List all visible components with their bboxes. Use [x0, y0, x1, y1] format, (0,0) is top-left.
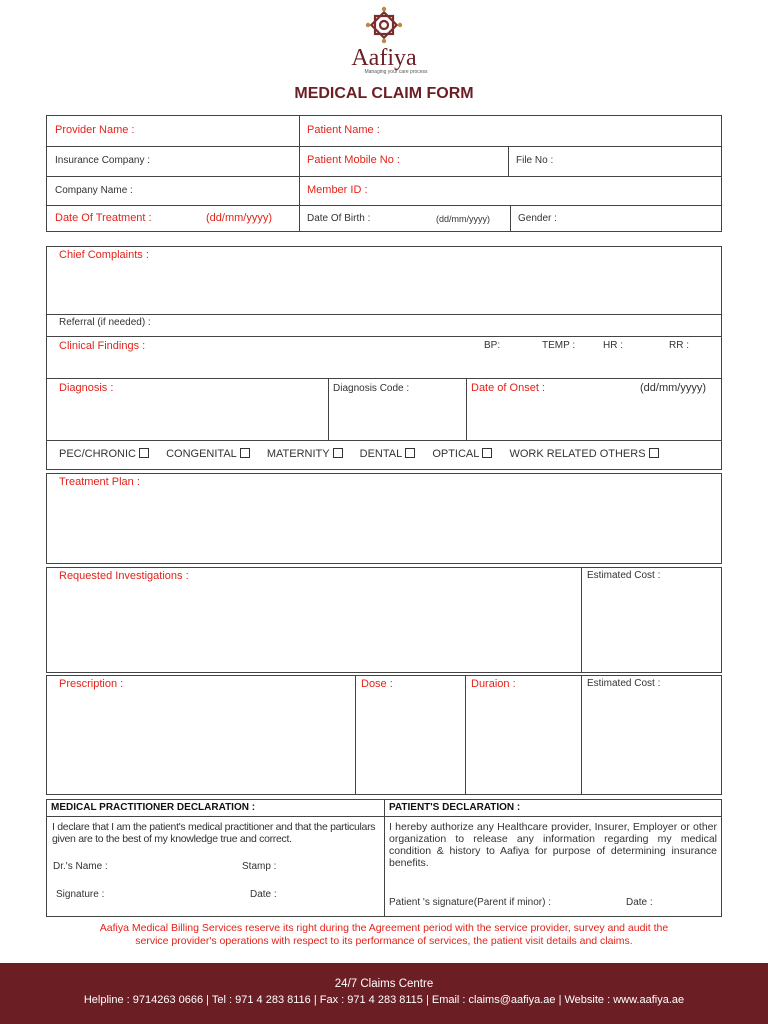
checkbox-icon[interactable]: [405, 448, 415, 458]
treatment-plan-section[interactable]: [46, 473, 722, 564]
dob-format-hint: (dd/mm/yyyy): [436, 214, 490, 224]
rr-field[interactable]: RR :: [669, 340, 689, 351]
footer-contacts: Helpline : 9714263 0666 | Tel : 971 4 283 8116 | Fax : 971 4 283 8115 | Email : claims@aafiya.ae | Website : www.aafiya.ae: [83, 994, 685, 1006]
practitioner-declaration-title: MEDICAL PRACTITIONER DECLARATION :: [51, 802, 256, 813]
disclaimer-line-1: Aafiya Medical Billing Services reserve its right during the Agreement period with the service provider, survey and audit the: [99, 922, 669, 934]
provider-name-field[interactable]: Provider Name :: [55, 124, 135, 136]
diagnosis-field[interactable]: Diagnosis :: [59, 382, 114, 394]
patient-name-field[interactable]: Patient Name :: [307, 124, 380, 136]
work-related-others-checkbox[interactable]: WORK RELATED OTHERS: [509, 448, 658, 460]
brand-name: Aafiya: [351, 45, 417, 71]
date-of-birth-field[interactable]: Date Of Birth :: [307, 213, 371, 224]
page-title: MEDICAL CLAIM FORM: [294, 85, 474, 102]
logo-emblem-icon: [363, 4, 405, 46]
category-checkboxes: [59, 448, 673, 460]
pec-chronic-checkbox[interactable]: PEC/CHRONIC: [59, 448, 149, 460]
dental-checkbox[interactable]: DENTAL: [360, 448, 416, 460]
prescription-field[interactable]: Prescription :: [59, 678, 124, 690]
investigations-section: [46, 567, 722, 673]
patient-signature-field[interactable]: Patient 's signature(Parent if minor) :: [389, 897, 551, 908]
duration-field[interactable]: Duraion :: [471, 678, 516, 690]
disclaimer-line-2: service provider's operations with respect to its performance of services, the patient visit details and claims.: [135, 935, 633, 947]
requested-investigations-field[interactable]: Requested Investigations :: [59, 570, 189, 582]
patient-declaration-text: I hereby authorize any Healthcare provider, Insurer, Employer or other organization to release any information regarding my medical condition & history to Aafiya for purpose of determining insurance benefits.: [389, 821, 717, 869]
checkbox-icon[interactable]: [333, 448, 343, 458]
checkbox-icon[interactable]: [649, 448, 659, 458]
onset-format-hint: (dd/mm/yyyy): [640, 382, 706, 394]
congenital-checkbox[interactable]: CONGENITAL: [166, 448, 250, 460]
prescription-estimated-cost-field[interactable]: Estimated Cost :: [587, 678, 661, 689]
doctor-signature-field[interactable]: Signature :: [56, 889, 105, 900]
company-name-field[interactable]: Company Name :: [55, 185, 133, 196]
maternity-checkbox[interactable]: MATERNITY: [267, 448, 343, 460]
date-of-treatment-field[interactable]: Date Of Treatment :: [55, 212, 152, 224]
dose-field[interactable]: Dose :: [361, 678, 393, 690]
temp-field[interactable]: TEMP :: [542, 340, 576, 351]
logo: [0, 4, 768, 76]
footer-title: 24/7 Claims Centre: [334, 978, 434, 990]
optical-checkbox[interactable]: OPTICAL: [432, 448, 492, 460]
treatment-plan-label: Treatment Plan :: [59, 476, 140, 488]
file-no-field[interactable]: File No :: [516, 155, 554, 166]
practitioner-declaration-text: I declare that I am the patient's medical practitioner and that the particulars given are to the best of my knowledge true and correct.: [52, 821, 376, 845]
checkbox-icon[interactable]: [482, 448, 492, 458]
diagnosis-code-field[interactable]: Diagnosis Code :: [333, 383, 410, 394]
patient-mobile-field[interactable]: Patient Mobile No :: [307, 154, 400, 166]
chief-complaints-field[interactable]: Chief Complaints :: [59, 249, 149, 261]
hr-field[interactable]: HR :: [603, 340, 623, 351]
referral-field[interactable]: Referral (if needed) :: [59, 317, 151, 328]
investigations-estimated-cost-field[interactable]: Estimated Cost :: [587, 570, 661, 581]
date-format-hint: (dd/mm/yyyy): [206, 212, 272, 224]
clinical-section: [46, 246, 722, 470]
footer: [0, 963, 768, 1024]
clinical-findings-field[interactable]: Clinical Findings :: [59, 340, 146, 352]
bp-field[interactable]: BP:: [484, 340, 501, 351]
patient-date-field[interactable]: Date :: [626, 897, 653, 908]
doctor-name-field[interactable]: Dr.'s Name :: [53, 861, 108, 872]
brand-tagline: Managing your care process: [364, 69, 428, 75]
member-id-field[interactable]: Member ID :: [307, 184, 368, 196]
checkbox-icon[interactable]: [139, 448, 149, 458]
gender-field[interactable]: Gender :: [518, 213, 557, 224]
stamp-field[interactable]: Stamp :: [242, 861, 277, 872]
prescription-section: [46, 675, 722, 795]
insurance-company-field[interactable]: Insurance Company :: [55, 155, 151, 166]
date-of-onset-field[interactable]: Date of Onset :: [471, 382, 545, 394]
checkbox-icon[interactable]: [240, 448, 250, 458]
doctor-date-field[interactable]: Date :: [250, 889, 277, 900]
patient-declaration-title: PATIENT'S DECLARATION :: [389, 802, 521, 813]
